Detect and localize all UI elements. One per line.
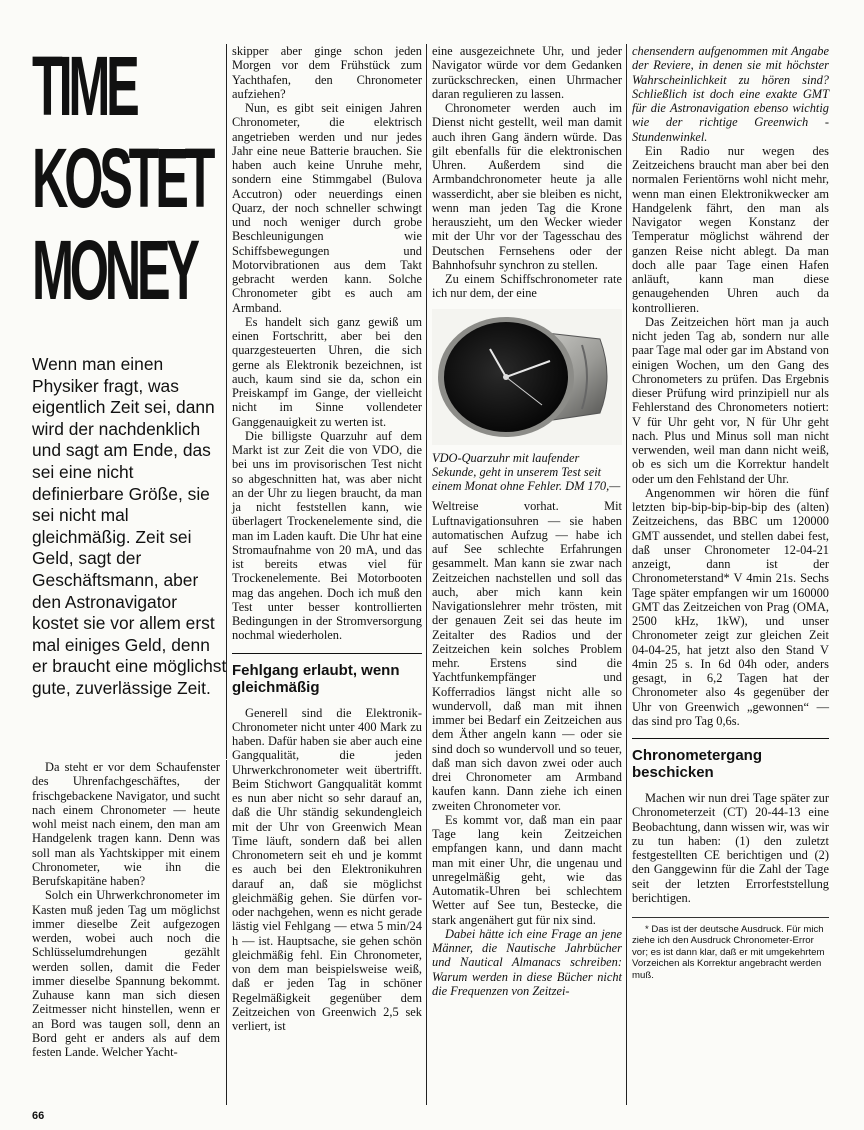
paragraph: chensendern aufgenommen mit Angabe der Reviere, in denen sie mit höchster Wahrscheinlichkeit zu hören sind? Schließlich ist doch eine exakte GMT für die Astronavigation ebenso wichtig wie der richtige Greenwich - Stundenwinkel.: [632, 44, 829, 144]
paragraph: Chronometer werden auch im Dienst nicht gestellt, weil man damit auch ihren Gang ändern würde. Das gilt ebenfalls für die elektronischen Uhren. Außerdem sind die Armbandchronometer heute ja alle wasserdicht, aber sie bleiben es nicht, wenn man jeden Tag die Krone herauszieht, um den Wecker wieder mit der Uhr vor der Tagesschau des Deutschen Fernsehens oder der Bahnhofsuhr synchron zu stellen.: [432, 101, 622, 272]
title-line: TIME: [32, 39, 136, 133]
photo-caption: VDO-Quarzuhr mit laufender Sekunde, geht in unserem Test seit einem Monat ohne Fehler. DM 170,—: [432, 450, 621, 493]
lede-paragraph: Wenn man einen Physiker fragt, was eigentlich Zeit sei, dann wird der nachdenklich und sagt am Ende, das sei eine nicht definierbare Größe, sie sei nicht mal gleichmäßig. Zeit sei Geld, sagt der Geschäftsmann, aber den Astronavigator kostet sie vor allem erst mal einiges Geld, denn er braucht eine möglichst gute, zuverlässige Zeit.: [32, 354, 227, 698]
footnote-text: * Das ist der deutsche Ausdruck. Für mich ziehe ich den Ausdruck Chronometer-Error vor; es ist dann klar, daß er mit umgekehrtem Vorzeichen als Korrektur angebracht werden muß.: [632, 924, 825, 981]
article-title: [32, 39, 212, 317]
column-divider: [626, 44, 627, 1105]
paragraph: eine ausgezeichnete Uhr, und jeder Navigator würde vor dem Gedanken zurückschrecken, einen Uhrmacher daran regulieren zu lassen.: [432, 44, 622, 101]
column-3: [432, 44, 622, 998]
subheading: Chronometergang beschicken: [632, 738, 829, 781]
column-2: [232, 44, 422, 1033]
column-4: [632, 44, 829, 981]
title-line: KOSTET: [32, 131, 212, 225]
page-number: 66: [32, 1110, 45, 1122]
subheading: Fehlgang erlaubt, wenn gleichmäßig: [232, 653, 422, 696]
column-divider: [426, 44, 427, 1105]
title-line: MONEY: [32, 223, 196, 317]
paragraph: Angenommen wir hören die fünf letzten bip-bip-bip-bip-bip des (alten) Zeitzeichens, das BBC um 120000 GMT aussendet, und stellen dabei fest, daß unser Chronometer 12-04-21 anzeigt, dann ist der Chronometerstand* V 4min 21s. Sechs Tage später empfangen wir um 160000 GMT das Zeitzeichen von Prag (OMA, 2500 kHz, 1kW), und unser Chronometer zeigt zur gleichen Zeit 04-04-25, hat jetzt also den Stand V 4min 25 s. In 6d 04h oder, anders gesagt, in 6,2 Tagen hat der Chronometer also 4s gegenüber der Uhr von Greenwich „gewonnen“ — das sind pro Tag 0,6s.: [632, 485, 829, 728]
column-divider: [226, 44, 227, 759]
paragraph: Nun, es gibt seit einigen Jahren Chronometer, die elektrisch angetrieben werden und nur jedes Jahr eine neue Batterie brauchen. Sie haben auch keine Unruhe mehr, sondern eine Stimmgabel (Bulova Accutron) oder neuerdings einen Quarz, der noch schneller schwingt und noch weniger durch grobe Beschleunigungen wie Schiffsbewegungen und Motorvibrationen aus dem Takt gebracht werden kann. Solche Chronometer gibt es auch am Armband.: [232, 101, 422, 315]
paragraph: skipper aber ginge schon jeden Morgen vor dem Frühstück zum Yachthafen, den Chronometer aufziehen?: [232, 44, 422, 101]
column-divider: [226, 760, 227, 1105]
paragraph: Machen wir nun drei Tage später zur Chronometerzeit (CT) 20-44-13 eine Beobachtung, dann wissen wir, was wir zu tun haben: (1) den zuletzt festgestellten CE berichtigen und (2) den Ganggewinn für die Zahl der Tage seit der letzten Errorfeststellung berichtigen.: [632, 791, 829, 905]
clock-photo: [432, 309, 622, 445]
quartz-clock-image: [432, 309, 622, 445]
paragraph: Es kommt vor, daß man ein paar Tage lang kein Zeitzeichen empfangen kann, und dann macht man mit einer Uhr, die ungenau und unregelmäßig geht, wie das Automatik-Uhren bei schlechtem Wetter auf See tun, Bestecke, die stark angenähert gut für nix sind.: [432, 812, 622, 927]
paragraph: Die billigste Quarzuhr auf dem Markt ist zur Zeit die von VDO, die bei uns im provisorischen Test nicht so abgeschnitten hat, was aber nicht an der Uhr zu liegen braucht, da man ja nicht feststellen kann, wie überlagert Trockenelemente sind, die man im Laden kauft. Die Uhr hat eine Stromaufnahme von 20 mA, und das ist bereits etwas viel für Trockenelemente. Bei Motorbooten mag das angehen. Doch ich muß den Test unter besser kontrollierten Bedingungen in der Stromversorgung nochmal wiederholen.: [232, 428, 422, 643]
paragraph: Solch ein Uhrwerkchronometer im Kasten muß jeden Tag um möglichst immer dieselbe Zeit aufgezogen werden, wobei auch noch die Schlüsselumdrehungen gezählt werden sollen, damit die Feder immer dieselbe Spannung bekommt. Zuhause kann man sich diesen Zeitmesser nicht hinstellen, wenn er an Bord was taugen soll, denn an Bord geht er anders als auf dem festen Lande. Welcher Yacht-: [32, 888, 220, 1059]
paragraph: Da steht er vor dem Schaufenster des Uhrenfachgeschäftes, der frischgebackene Navigator, und sucht nach einem Chronometer — heute wohl meist nach einem, den man am Handgelenk tragen kann. Denn was soll man als Yachtskipper mit einem Chronometer, wie ihn die Berufskapitäne haben?: [32, 760, 220, 888]
paragraph: Das Zeitzeichen hört man ja auch nicht jeden Tag ab, sondern nur alle paar Tage mal oder gar im Abstand von einigen Wochen, um den Gang des Chronometers zu prüfen. Das Ergebnis dieser Prüfung wird prinzipiell nur als Fehlerstand des Chronometers notiert: V für Uhr geht vor, N für Uhr geht nach. Plus und Minus soll man nicht verwenden, weil man dann nicht weiß, ob es sich um die Korrektur handelt oder um den Fehlstand der Uhr.: [632, 314, 829, 486]
paragraph: Generell sind die Elektronik-Chronometer nicht unter 400 Mark zu haben. Dafür haben sie aber auch eine Gangqualität, die jeden Uhrwerkchronometer weit übertrifft. Beim Stichwort Gangqualität kommt es nun aber nicht so sehr darauf an, daß die Uhr ständig sekundengleich mit der Uhr von Greenwich Mean Time läuft, sondern daß bei allen Chronometern seit eh und je kommt es auch bei den Elektronikuhren darauf an, daß sie möglichst gleichmäßig gehen. Sie dürfen vor- oder nachgehen, wenn es nicht gerade lästig viel Fehlgang — etwa 5 min/24 h — ist. Hauptsache, sie gehen schön gleichmäßig fehl. Ein Chronometer, von dem man beispielsweise weiß, daß er jeden Tag in schöner Regelmäßigkeit gegenüber dem Zeitzeichen von Greenwich 2,5 sek verliert, ist: [232, 705, 422, 1033]
paragraph: Es handelt sich ganz gewiß um einen Fortschritt, aber bei den quarzgesteuerten Uhren, die sich gerne als Elektronik bezeichnen, ist auch, kaum sind sie da, schon ein Preiskampf im Gange, der vielleicht nicht im Sinne vollendeter Ganggenauigkeit zu werten ist.: [232, 314, 422, 429]
footnote: [632, 917, 829, 981]
paragraph: Dabei hätte ich eine Frage an jene Männer, die Nautische Jahrbücher und Nautical Almanacs schreiben: Warum werden in diese Bücher nicht die Frequenzen von Zeitzei-: [432, 926, 622, 998]
paragraph: Zu einem Schiffschronometer rate ich nur dem, der eine: [432, 272, 622, 301]
paragraph: Weltreise vorhat. Mit Luftnavigationsuhren — sie haben automatischen Aufzug — habe ich auf See schlechte Erfahrungen gesammelt. Man kann sie zwar nach Zeitzeichen nachstellen und soll das auch, aber mich kann kein Navigationslehrer mehr trösten, mit der genauen Zeit sei das heute im Zeitalter des Radios und der Zeitzeichen kein solches Problem mehr. Erstens sind die Yachtfunkempfänger und Kofferradios längst nicht alle so wundervoll, daß man mit ihnen immer bei Bedarf ein Zeitzeichen aus dem Äther angeln kann — oder sie sind doch so wundervoll und so teuer, daß man sich davon zwei oder auch drei Chronometer am Armband kaufen kann. Dann ziehe ich einen zweiten Chronometer vor.: [432, 499, 622, 813]
column-1: [32, 760, 220, 1059]
paragraph: Ein Radio nur wegen des Zeitzeichens braucht man aber bei den normalen Ferientörns wohl nicht mehr, wenn man einen Elektronikwecker am Handgelenk fährt, den man als Navigator wegen Konstanz der Temperatur möglichst während der ganzen Reise nicht ablegt. Da man doch alle paar Tage einen Hafen anläuft, kann man diese genaugehenden Uhren auch da kontrollieren.: [632, 143, 829, 315]
